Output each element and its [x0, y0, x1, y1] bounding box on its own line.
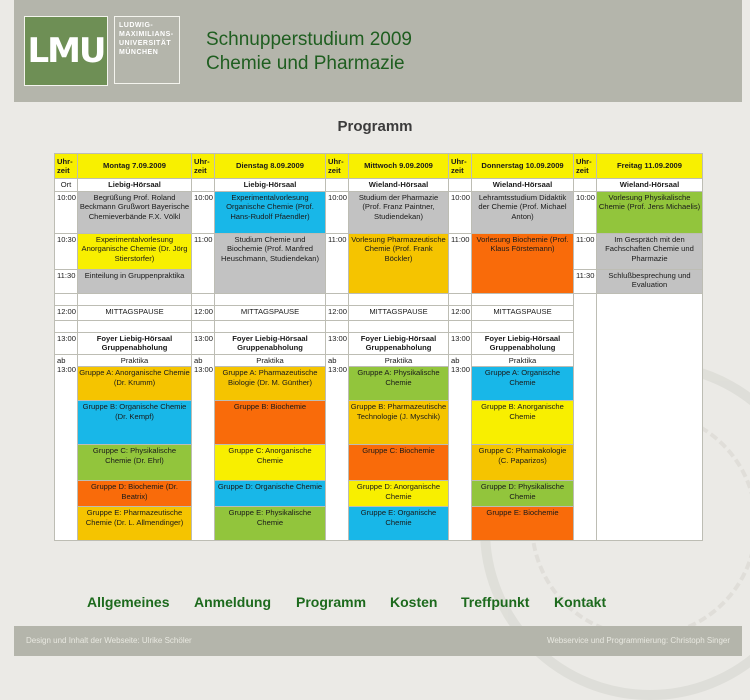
logo-line: LUDWIG-: [119, 22, 154, 29]
group-cell: Gruppe E: Physikalische Chemie: [215, 507, 326, 541]
group-cell: Gruppe C: Pharmakologie (C. Paparizos): [472, 445, 574, 481]
nav-link-kosten[interactable]: Kosten: [390, 594, 438, 610]
group-cell: Gruppe A: Physikalische Chemie: [349, 367, 449, 401]
main-nav: [0, 594, 750, 616]
lunch-cell: MITTAGSPAUSE: [78, 305, 192, 320]
day-header: Freitag 11.09.2009: [597, 154, 703, 179]
time-cell: 10:00: [192, 191, 215, 233]
event-cell: Vorlesung Physikalische Chemie (Prof. Jens Michaelis): [597, 191, 703, 233]
day-header: Dienstag 8.09.2009: [215, 154, 326, 179]
header-row: [55, 154, 703, 179]
time-header: Uhr-zeit: [326, 154, 349, 179]
lunch-cell: MITTAGSPAUSE: [472, 305, 574, 320]
group-cell: Gruppe B: Organische Chemie (Dr. Kempf): [78, 401, 192, 445]
praktika-label: Praktika: [215, 354, 326, 367]
day-header: Mittwoch 9.09.2009: [349, 154, 449, 179]
time-cell: 13:00: [326, 332, 349, 354]
time-cell: ab 13:00: [449, 354, 472, 541]
logo-line: MAXIMILIANS-: [119, 31, 174, 38]
nav-link-programm[interactable]: Programm: [296, 594, 367, 610]
spacer-row: [55, 293, 703, 305]
event-cell: Lehramtsstudium Didaktik der Chemie (Prof. Michael Anton): [472, 191, 574, 233]
event-cell: Experimentalvorlesung Anorganische Chemie (Dr. Jörg Stierstorfer): [78, 233, 192, 269]
location-cell: Wieland-Hörsaal: [472, 179, 574, 192]
footer-credit-right: Webservice und Programmierung: Christoph Singer: [546, 636, 730, 645]
praktika-label: Praktika: [78, 354, 192, 367]
time-cell: 11:30: [574, 269, 597, 293]
group-cell: Gruppe D: Physikalische Chemie: [472, 481, 574, 507]
empty-cell: [597, 293, 703, 541]
event-cell: Begrüßung Prof. Roland Beckmann Grußwort Bayerische Chemieverbände F.X. Völkl: [78, 191, 192, 233]
logo-line: MÜNCHEN: [119, 49, 159, 56]
group-cell: Gruppe E: Biochemie: [472, 507, 574, 541]
group-cell: Gruppe A: Pharmazeutische Biologie (Dr. M. Günther): [215, 367, 326, 401]
day-header: Donnerstag 10.09.2009: [472, 154, 574, 179]
empty-cell: [449, 179, 472, 192]
time-cell: ab 13:00: [192, 354, 215, 541]
schedule-row: [55, 191, 703, 233]
time-cell: 11:00: [192, 233, 215, 293]
event-cell: Vorlesung Pharmazeutische Chemie (Prof. Frank Böckler): [349, 233, 449, 293]
group-cell: Gruppe B: Biochemie: [215, 401, 326, 445]
logo-line: UNIVERSITÄT: [119, 40, 172, 47]
time-header: Uhr-zeit: [449, 154, 472, 179]
event-cell: Studium Chemie und Biochemie (Prof. Manfred Heuschmann, Studiendekan): [215, 233, 326, 293]
group-cell: Gruppe E: Organische Chemie: [349, 507, 449, 541]
group-cell: Gruppe C: Anorganische Chemie: [215, 445, 326, 481]
group-cell: Gruppe D: Anorganische Chemie: [349, 481, 449, 507]
site-title: [206, 28, 412, 76]
time-cell: 11:00: [449, 233, 472, 293]
foyer-cell: Foyer Liebig-Hörsaal Gruppenabholung: [349, 332, 449, 354]
time-cell: 10:00: [55, 191, 78, 233]
group-cell: Gruppe C: Physikalische Chemie (Dr. Ehrl): [78, 445, 192, 481]
time-cell: 10:00: [449, 191, 472, 233]
location-cell: Wieland-Hörsaal: [349, 179, 449, 192]
lmu-logo[interactable]: [24, 16, 174, 86]
site-title-line1: Schnupperstudium 2009: [206, 29, 412, 50]
event-cell: Vorlesung Biochemie (Prof. Klaus Förstemann): [472, 233, 574, 293]
page-title: Programm: [337, 118, 413, 135]
logo-mark: LMU: [24, 16, 108, 86]
event-cell: Schlußbesprechung und Evaluation: [597, 269, 703, 293]
time-cell: 11:00: [326, 233, 349, 293]
header: [14, 0, 742, 102]
nav-link-allgemeines[interactable]: Allgemeines: [87, 594, 170, 610]
group-cell: Gruppe D: Biochemie (Dr. Beatrix): [78, 481, 192, 507]
time-cell: 12:00: [55, 305, 78, 320]
group-cell: Gruppe C: Biochemie: [349, 445, 449, 481]
footer: [14, 626, 742, 656]
nav-link-treffpunkt[interactable]: Treffpunkt: [461, 594, 530, 610]
event-cell: Studium der Pharmazie (Prof. Franz Paintner, Studiendekan): [349, 191, 449, 233]
praktika-label: Praktika: [472, 354, 574, 367]
empty-cell: [574, 179, 597, 192]
group-cell: Gruppe B: Anorganische Chemie: [472, 401, 574, 445]
location-cell: Liebig-Hörsaal: [78, 179, 192, 192]
schedule-table: [54, 153, 703, 541]
schedule-row: [55, 233, 703, 269]
nav-link-anmeldung[interactable]: Anmeldung: [194, 594, 271, 610]
time-cell: 10:00: [326, 191, 349, 233]
logo-wordmark: [114, 16, 180, 84]
group-cell: Gruppe B: Pharmazeutische Technologie (J. Myschik): [349, 401, 449, 445]
event-cell: Im Gespräch mit den Fachschaften Chemie und Pharmazie: [597, 233, 703, 269]
location-cell: Wieland-Hörsaal: [597, 179, 703, 192]
time-cell: 10:30: [55, 233, 78, 269]
foyer-cell: Foyer Liebig-Hörsaal Gruppenabholung: [215, 332, 326, 354]
footer-credit-left: Design und Inhalt der Webseite: Ulrike Schöler: [26, 636, 192, 645]
empty-cell: [574, 293, 597, 541]
time-cell: ab 13:00: [55, 354, 78, 541]
group-cell: Gruppe E: Pharmazeutische Chemie (Dr. L. Allmendinger): [78, 507, 192, 541]
time-cell: 12:00: [192, 305, 215, 320]
group-cell: Gruppe A: Organische Chemie: [472, 367, 574, 401]
location-row: [55, 179, 703, 192]
foyer-cell: Foyer Liebig-Hörsaal Gruppenabholung: [78, 332, 192, 354]
nav-link-kontakt[interactable]: Kontakt: [554, 594, 607, 610]
location-cell: Liebig-Hörsaal: [215, 179, 326, 192]
time-header: Uhr-zeit: [192, 154, 215, 179]
foyer-cell: Foyer Liebig-Hörsaal Gruppenabholung: [472, 332, 574, 354]
event-cell: Experimentalvorlesung Organische Chemie (Prof. Hans-Rudolf Pfaendler): [215, 191, 326, 233]
empty-cell: [326, 179, 349, 192]
time-cell: 13:00: [449, 332, 472, 354]
time-cell: 11:00: [574, 233, 597, 269]
time-cell: 11:30: [55, 269, 78, 293]
group-cell: Gruppe A: Anorganische Chemie (Dr. Krumm): [78, 367, 192, 401]
ort-label: Ort: [55, 179, 78, 192]
event-cell: Einteilung in Gruppenpraktika: [78, 269, 192, 293]
lunch-cell: MITTAGSPAUSE: [349, 305, 449, 320]
day-header: Montag 7.09.2009: [78, 154, 192, 179]
time-cell: 12:00: [449, 305, 472, 320]
lunch-cell: MITTAGSPAUSE: [215, 305, 326, 320]
site-title-line2: Chemie und Pharmazie: [206, 53, 405, 74]
empty-cell: [192, 179, 215, 192]
time-cell: 10:00: [574, 191, 597, 233]
time-cell: 13:00: [192, 332, 215, 354]
time-header: Uhr-zeit: [574, 154, 597, 179]
praktika-label: Praktika: [349, 354, 449, 367]
time-cell: ab 13:00: [326, 354, 349, 541]
time-cell: 13:00: [55, 332, 78, 354]
time-header: Uhr-zeit: [55, 154, 78, 179]
time-cell: 12:00: [326, 305, 349, 320]
group-cell: Gruppe D: Organische Chemie: [215, 481, 326, 507]
